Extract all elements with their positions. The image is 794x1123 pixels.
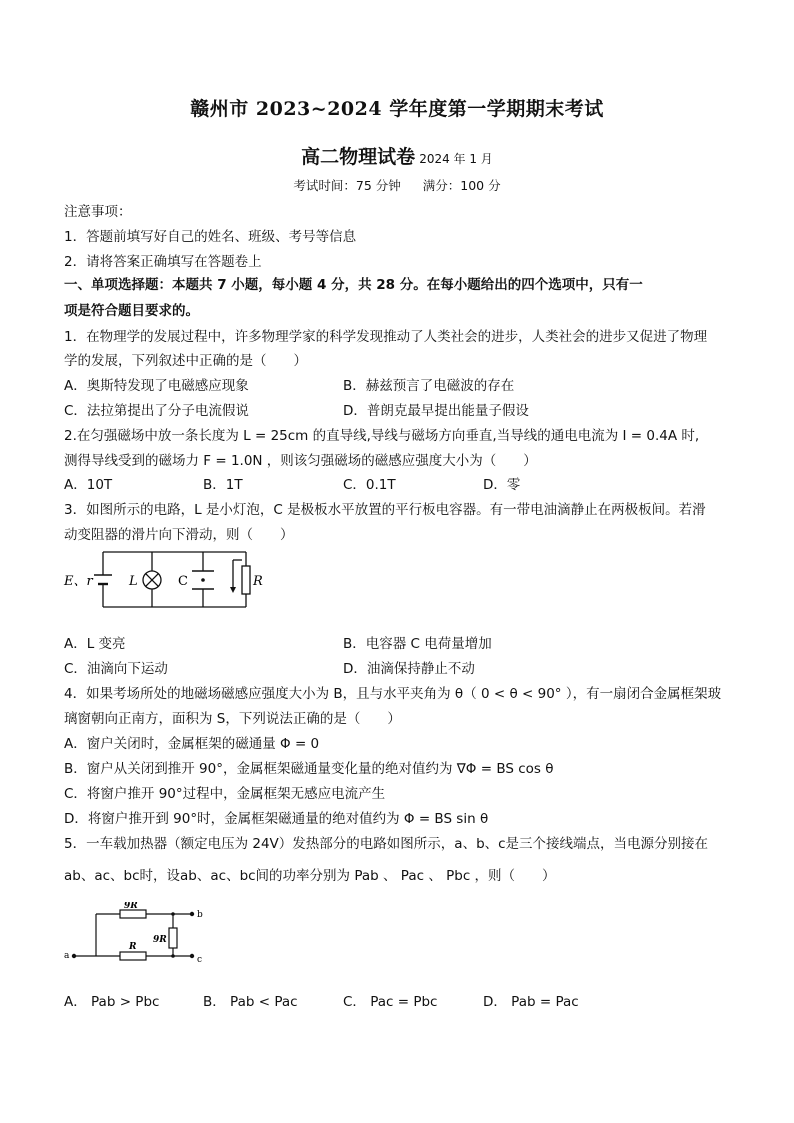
q2-stem: 2.在匀强磁场中放一条长度为 L = 25cm 的直导线,导线与磁场方向垂直,当导线的通电电流为 I = 0.4A 时, bbox=[64, 428, 700, 444]
exam-meta bbox=[0, 176, 794, 194]
terminal-c bbox=[190, 954, 194, 958]
exam-score: 满分：100 分 bbox=[422, 178, 501, 193]
q1-option-a: A．奥斯特发现了电磁感应现象 bbox=[64, 378, 249, 394]
terminal-a bbox=[72, 954, 76, 958]
q3-stem: 3．如图所示的电路，L 是小灯泡，C 是极板水平放置的平行板电容器。有一带电油滴静止在两极板间。若滑 bbox=[64, 502, 706, 518]
q5-option-c: C． Pac = Pbc bbox=[343, 994, 438, 1010]
label-er: E、r bbox=[64, 574, 93, 589]
q4-stem: 4．如果考场所处的地磁场磁感应强度大小为 B，且与水平夹角为 θ（ 0 < θ < 90° ），有一扇闭合金属框架玻 bbox=[64, 686, 722, 702]
label-a: a bbox=[64, 951, 70, 961]
q2-option-c: C．0.1T bbox=[343, 477, 396, 493]
label-vertical-resistor: 9R bbox=[153, 935, 167, 945]
q1-option-b: B．赫兹预言了电磁波的存在 bbox=[343, 378, 515, 394]
q5-stem-cont: ab、ac、bc时，设ab、ac、bc间的功率分别为 Pab 、 Pac 、 Pbc ，则（ ） bbox=[64, 868, 556, 884]
q5-option-a: A． Pab > Pbc bbox=[64, 994, 160, 1010]
label-lamp: L bbox=[129, 574, 138, 589]
q4-option-a: A．窗户关闭时，金属框架的磁通量 Φ = 0 bbox=[64, 736, 320, 752]
exam-subtitle-row bbox=[0, 142, 794, 169]
section-heading-cont: 项是符合题目要求的。 bbox=[64, 303, 199, 319]
notes-heading: 注意事项： bbox=[64, 204, 132, 220]
q3-circuit-diagram bbox=[60, 544, 270, 616]
q2-option-b: B．1T bbox=[203, 477, 243, 493]
label-top-resistor: 9R bbox=[124, 902, 138, 911]
note-item: 1．答题前填写好自己的姓名、班级、考号等信息 bbox=[64, 229, 357, 245]
q1-stem-cont: 学的发展，下列叙述中正确的是（ ） bbox=[64, 353, 307, 369]
label-b: b bbox=[197, 910, 203, 920]
q4-option-b: B．窗户从关闭到推开 90°，金属框架磁通量变化量的绝对值约为 ∇Φ = BS cos θ bbox=[64, 761, 554, 777]
terminal-b bbox=[190, 912, 194, 916]
q2-stem-cont: 测得导线受到的磁场力 F = 1.0N ，则该匀强磁场的磁感应强度大小为（ ） bbox=[64, 453, 537, 469]
label-capacitor: C bbox=[178, 574, 188, 589]
label-rheostat: R bbox=[253, 574, 263, 589]
q3-option-b: B．电容器 C 电荷量增加 bbox=[343, 636, 492, 652]
slider-arrow-icon bbox=[230, 587, 236, 593]
q2-option-d: D．零 bbox=[483, 477, 521, 493]
q3-option-c: C．油滴向下运动 bbox=[64, 661, 168, 677]
q5-stem: 5．一车载加热器（额定电压为 24V）发热部分的电路如图所示，a、b、c是三个接线端点，当电源分别接在 bbox=[64, 836, 709, 852]
label-c: c bbox=[197, 955, 203, 965]
q3-option-a: A．L 变亮 bbox=[64, 636, 126, 652]
note-item: 2．请将答案正确填写在答题卷上 bbox=[64, 254, 262, 270]
q5-circuit-diagram bbox=[62, 902, 212, 974]
q5-option-d: D． Pab = Pac bbox=[483, 994, 579, 1010]
q1-option-d: D．普朗克最早提出能量子假设 bbox=[343, 403, 529, 419]
q1-option-c: C．法拉第提出了分子电流假说 bbox=[64, 403, 249, 419]
exam-date: 2024 年 1 月 bbox=[419, 152, 493, 166]
q4-option-d: D．将窗户推开到 90°时，金属框架磁通量的绝对值约为 Φ = BS sin θ bbox=[64, 811, 489, 827]
label-bottom-resistor: R bbox=[129, 942, 137, 952]
q3-option-d: D．油滴保持静止不动 bbox=[343, 661, 475, 677]
q1-stem: 1．在物理学的发展过程中，许多物理学家的科学发现推动了人类社会的进步，人类社会的进步又促进了物理 bbox=[64, 329, 708, 345]
q4-option-c: C．将窗户推开 90°过程中，金属框架无感应电流产生 bbox=[64, 786, 386, 802]
q5-option-b: B． Pab < Pac bbox=[203, 994, 298, 1010]
oil-drop-dot bbox=[201, 578, 205, 582]
q3-stem-cont: 动变阻器的滑片向下滑动，则（ ） bbox=[64, 527, 294, 543]
section-heading: 一、单项选择题：本题共 7 小题，每小题 4 分，共 28 分。在每小题给出的四个选项中，只有一 bbox=[64, 277, 643, 293]
q2-option-a: A．10T bbox=[64, 477, 113, 493]
exam-subtitle: 高二物理试卷 bbox=[301, 146, 416, 168]
q4-stem-cont: 璃窗朝向正南方，面积为 S，下列说法正确的是（ ） bbox=[64, 711, 401, 727]
exam-time: 考试时间：75 分钟 bbox=[293, 178, 401, 193]
exam-title: 赣州市 2023~2024 学年度第一学期期末考试 bbox=[190, 98, 604, 120]
